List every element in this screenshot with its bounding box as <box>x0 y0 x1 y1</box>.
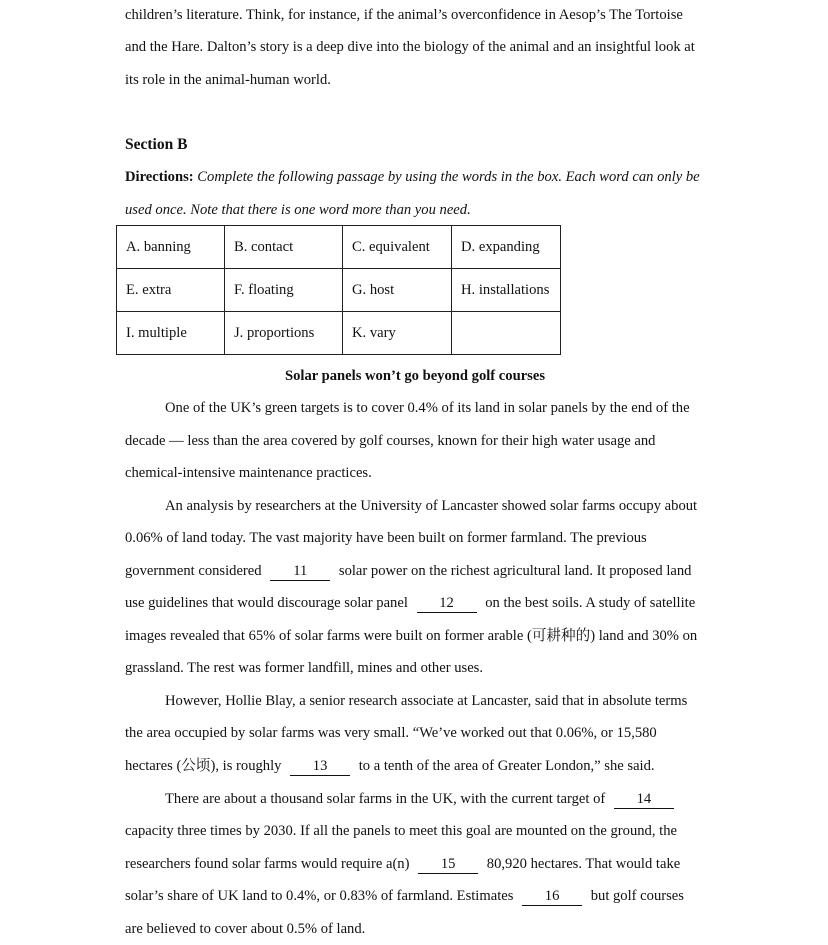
p3-line-2: the area occupied by solar farms was very small. “We’ve worked out that 0.06%, or 15,580 <box>125 725 657 741</box>
word-option-i: I. multiple <box>117 312 225 355</box>
passage-title: Solar panels won’t go beyond golf courses <box>285 368 546 384</box>
p4-line-3 <box>125 854 680 874</box>
p4-line-1-text-a: There are about a thousand solar farms in the UK, with the current target of <box>165 791 606 807</box>
p2-line-2: 0.06% of land today. The vast majority have been built on former farmland. The previous <box>125 530 647 546</box>
p2-line-5: images revealed that 65% of solar farms were built on former arable (可耕种的) land and 30% on <box>125 628 698 644</box>
word-option-f: F. floating <box>225 269 343 312</box>
blank-16[interactable]: 16 <box>522 888 582 906</box>
word-box-table <box>116 225 561 355</box>
directions-line-2: used once. Note that there is one word more than you need. <box>125 202 471 218</box>
p2-line-3-text-a: government considered <box>125 563 262 579</box>
p2-line-4-text-a: use guidelines that would discourage solar panel <box>125 595 408 611</box>
intro-line-2: and the Hare. Dalton’s story is a deep dive into the biology of the animal and an insightful look at <box>125 39 695 55</box>
blank-12[interactable]: 12 <box>417 595 477 613</box>
directions-line-1 <box>125 167 700 187</box>
p4-line-4 <box>125 886 684 906</box>
p4-line-4-text-a: solar’s share of UK land to 0.4%, or 0.83% of farmland. Estimates <box>125 888 514 904</box>
p4-line-2: capacity three times by 2030. If all the panels to meet this goal are mounted on the ground, the <box>125 823 677 839</box>
word-box-row <box>117 312 561 355</box>
word-option-c: C. equivalent <box>343 226 452 269</box>
word-option-e: E. extra <box>117 269 225 312</box>
word-option-j: J. proportions <box>225 312 343 355</box>
p3-line-3-text-a: hectares (公顷), is roughly <box>125 758 282 774</box>
blank-13[interactable]: 13 <box>290 758 350 776</box>
p2-line-3 <box>125 561 691 581</box>
p2-line-1: An analysis by researchers at the University of Lancaster showed solar farms occupy about <box>165 498 698 514</box>
p3-line-3-text-b: to a tenth of the area of Greater London,” she said. <box>358 758 655 774</box>
p4-line-3-text-b: 80,920 hectares. That would take <box>486 856 681 872</box>
section-heading: Section B <box>125 136 188 153</box>
p4-line-4-text-b: but golf courses <box>590 888 684 904</box>
p2-line-4 <box>125 593 695 613</box>
word-box-row <box>117 226 561 269</box>
word-option-a: A. banning <box>117 226 225 269</box>
p1-line-2: decade — less than the area covered by golf courses, known for their high water usage and <box>125 433 656 449</box>
p4-line-5: are believed to cover about 0.5% of land. <box>125 921 366 937</box>
word-box-row <box>117 269 561 312</box>
p1-line-1: One of the UK’s green targets is to cover 0.4% of its land in solar panels by the end of the <box>165 400 690 416</box>
blank-14[interactable]: 14 <box>614 791 674 809</box>
blank-15[interactable]: 15 <box>418 856 478 874</box>
directions-label: Directions: <box>125 169 194 185</box>
p2-line-6: grassland. The rest was former landfill, mines and other uses. <box>125 660 483 676</box>
word-option-h: H. installations <box>452 269 561 312</box>
p2-line-4-text-b: on the best soils. A study of satellite <box>485 595 696 611</box>
word-option-b: B. contact <box>225 226 343 269</box>
blank-11[interactable]: 11 <box>270 563 330 581</box>
intro-line-1: children’s literature. Think, for instance, if the animal’s overconfidence in Aesop’s The Tortoise <box>125 7 683 23</box>
directions-text: Complete the following passage by using the words in the box. Each word can only be <box>197 169 700 185</box>
word-option-empty <box>452 312 561 355</box>
word-option-g: G. host <box>343 269 452 312</box>
intro-line-3: its role in the animal-human world. <box>125 72 331 88</box>
p4-line-1 <box>165 789 674 809</box>
p3-line-1: However, Hollie Blay, a senior research associate at Lancaster, said that in absolute terms <box>165 693 688 709</box>
word-option-k: K. vary <box>343 312 452 355</box>
word-option-d: D. expanding <box>452 226 561 269</box>
p4-line-3-text-a: researchers found solar farms would require a(n) <box>125 856 410 872</box>
p3-line-3 <box>125 756 655 776</box>
p2-line-3-text-b: solar power on the richest agricultural land. It proposed land <box>338 563 692 579</box>
p1-line-3: chemical-intensive maintenance practices. <box>125 465 372 481</box>
